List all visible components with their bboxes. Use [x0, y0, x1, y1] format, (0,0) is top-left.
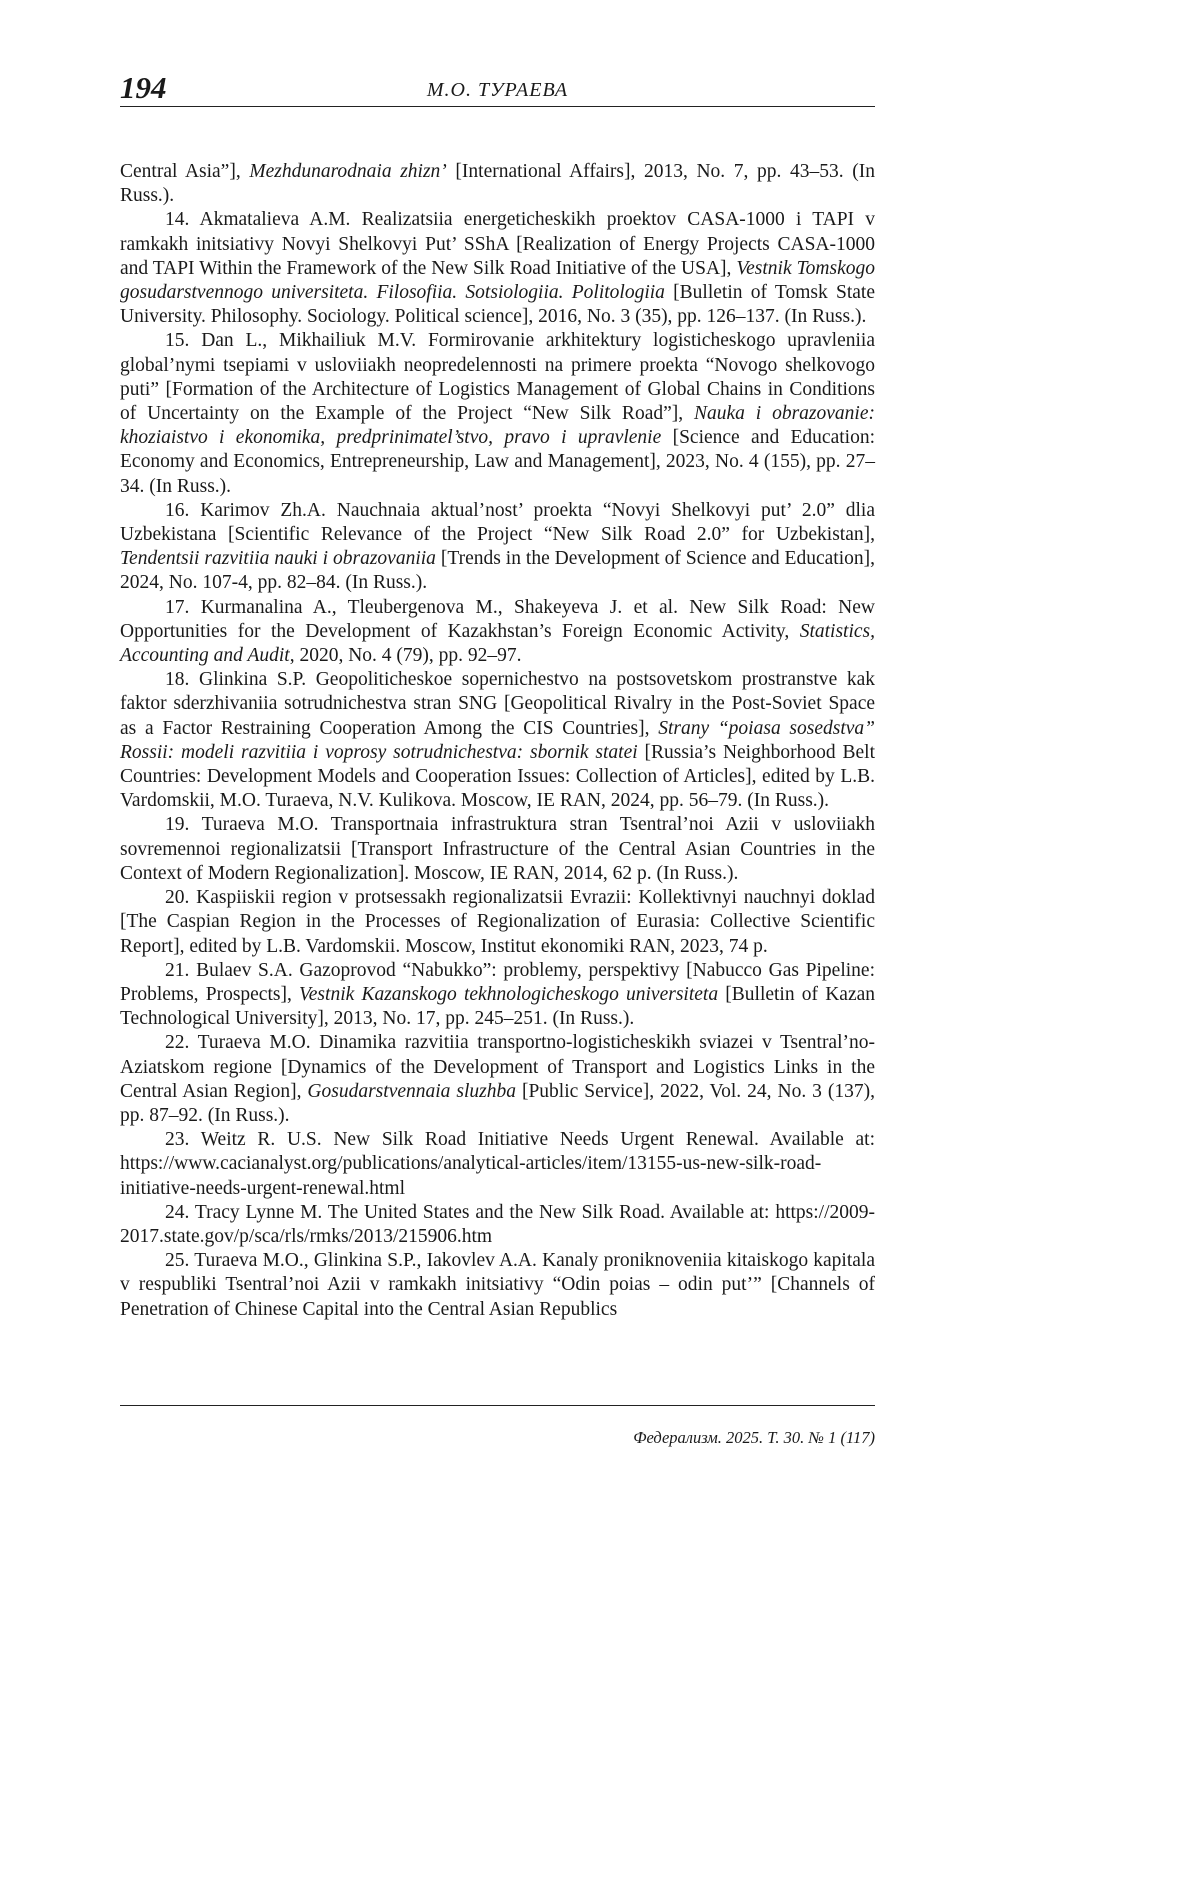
reference-item: [120, 886, 875, 959]
reference-details: [Bulletin of Kazan Technological University], 2013, No. 17, pp. 245–251. (In Russ.).: [120, 983, 876, 1030]
reference-text: 18. Glinkina S.P. Geopoliticheskoe sopernichestvo na postsovetskom prostranstve kak faktor sderzhivaniia sotrudnichestva stran SNG [Geopolitical Rivalry in the Post-Soviet Space as a Factor Restraining Cooperation Among the CIS Countries],: [120, 669, 875, 739]
reference-details: , 2020, No. 4 (79), pp. 92–97.: [289, 645, 522, 667]
reference-details: [Science and Education: Economy and Economics, Entrepreneurship, Law and Management], 2023, No. 4 (155), pp. 27–34. (In Russ.).: [120, 427, 875, 497]
reference-item: [120, 596, 875, 669]
reference-text: 19. Turaeva M.O. Transportnaia infrastruktura stran Tsentral’noi Azii v usloviiakh sovremennoi regionalizatsii [Transport Infrastructure of the Central Asian Countries in the Context of Modern Regionalization]. Moscow, IE RAN, 2014, 62 p. (In Russ.).: [120, 814, 875, 884]
reference-item: [120, 208, 875, 329]
reference-item: [120, 329, 875, 498]
reference-details: [Public Service], 2022, Vol. 24, No. 3 (137), pp. 87–92. (In Russ.).: [120, 1080, 875, 1126]
reference-item: [120, 160, 875, 208]
reference-details: [Bulletin of Tomsk State University. Philosophy. Sociology. Political science], 2016, No. 3 (35), pp. 126–137. (In Russ.).: [120, 282, 875, 328]
reference-details: [International Affairs], 2013, No. 7, pp. 43–53. (In Russ.).: [120, 161, 875, 207]
page-number: 194: [120, 70, 167, 105]
reference-text: 15. Dan L., Mikhailiuk M.V. Formirovanie arkhitektury logisticheskogo upravleniia global’nymi tsepiami v usloviiakh neopredelennosti na primere proekta “Novogo shelkovogo puti” [Formation of the Architecture of Logistics Management of Global Chains in Conditions of Uncertainty on the Example of the Project “New Silk Road”],: [120, 330, 875, 425]
reference-text: 22. Turaeva M.O. Dinamika razvitiia transportno-logisticheskikh sviazei v Tsentral’no-Aziatskom regione [Dynamics of the Development of Transport and Logistics Links in the Central Asian Region],: [120, 1032, 875, 1102]
reference-text: Central Asia”],: [120, 161, 250, 182]
reference-item: [120, 1249, 875, 1322]
reference-item: [120, 499, 875, 596]
reference-details: [Trends in the Development of Science and Education], 2024, No. 107-4, pp. 82–84. (In Russ.).: [120, 548, 875, 594]
reference-text: 24. Tracy Lynne M. The United States and the New Silk Road. Available at: https://2009-2017.state.gov/p/sca/rls/rmks/2013/215906.htm: [120, 1201, 875, 1247]
reference-item: [120, 959, 875, 1032]
page-header: [120, 70, 875, 107]
running-head-author: М.О. ТУРАЕВА: [426, 79, 569, 101]
footer-divider: [120, 1405, 875, 1406]
reference-item: [120, 1031, 875, 1128]
reference-text: 23. Weitz R. U.S. New Silk Road Initiative Needs Urgent Renewal. Available at: https://www.cacianalyst.org/publications/analytical-articles/item/13155-us-new-silk-road-initiative-needs-urgent-renewal.html: [120, 1129, 875, 1199]
reference-source-title: Gosudarstvennaia sluzhba: [307, 1080, 516, 1102]
reference-source-title: Strany “poiasa sosedstva” Rossii: modeli razvitiia i voprosy sotrudnichestva: sbornik statei: [120, 717, 875, 763]
reference-item: [120, 1128, 875, 1201]
reference-list: [120, 160, 875, 1322]
reference-text: 17. Kurmanalina A., Tleubergenova M., Shakeyeva J. et al. New Silk Road: New Opportunities for the Development of Kazakhstan’s Foreign Economic Activity,: [120, 596, 875, 642]
reference-item: [120, 668, 875, 813]
reference-text: 20. Kaspiiskii region v protsessakh regionalizatsii Evrazii: Kollektivnyi nauchnyi doklad [The Caspian Region in the Processes of Regionalization of Eurasia: Collective Scientific Report], edited by L.B. Vardomskii. Moscow, Institut ekonomiki RAN, 2023, 74 p.: [120, 887, 875, 957]
reference-source-title: Vestnik Kazanskogo tekhnologicheskogo universiteta: [299, 983, 719, 1005]
reference-text: 25. Turaeva M.O., Glinkina S.P., Iakovlev A.A. Kanaly proniknoveniia kitaiskogo kapitala v respubliki Tsentral’noi Azii v ramkakh initsiativy “Odin poias – odin put’” [Channels of Penetration of Chinese Capital into the Central Asian Republics: [120, 1250, 875, 1320]
reference-source-title: Mezhdunarodnaia zhizn’: [249, 161, 447, 182]
reference-source-title: Statistics, Accounting and Audit: [120, 620, 875, 667]
reference-source-title: Vestnik Tomskogo gosudarstvennogo universiteta. Filosofiia. Sotsiologiia. Politologiia: [120, 257, 875, 304]
reference-source-title: Nauka i obrazovanie: khoziaistvo i ekonomika, predprinimatel’stvo, pravo i upravlenie: [120, 403, 875, 449]
reference-item: [120, 813, 875, 886]
reference-source-title: Tendentsii razvitiia nauki i obrazovaniia: [120, 548, 436, 570]
journal-footer: Федерализм. 2025. Т. 30. № 1 (117): [633, 1428, 875, 1447]
reference-text: 21. Bulaev S.A. Gazoprovod “Nabukko”: problemy, perspektivy [Nabucco Gas Pipeline: Problems, Prospects],: [120, 959, 875, 1005]
reference-text: 16. Karimov Zh.A. Nauchnaia aktual’nost’ proekta “Novyi Shelkovyi put’ 2.0” dlia Uzbekistana [Scientific Relevance of the Project “New Silk Road 2.0” for Uzbekistan],: [120, 499, 875, 546]
reference-details: [Russia’s Neighborhood Belt Countries: Development Models and Cooperation Issues: Collection of Articles], edited by L.B. Vardomskii, M.O. Turaeva, N.V. Kulikova. Moscow, IE RAN, 2024, pp. 56–79. (In Russ.).: [120, 741, 875, 812]
reference-text: 14. Akmatalieva A.M. Realizatsiia energeticheskikh proektov CASA-1000 i TAPI v ramkakh initsiativy Novyi Shelkovyi Put’ SShA [Realization of Energy Projects CASA-1000 and TAPI Within the Framework of the New Silk Road Initiative of the USA],: [120, 209, 875, 279]
reference-item: [120, 1201, 875, 1249]
